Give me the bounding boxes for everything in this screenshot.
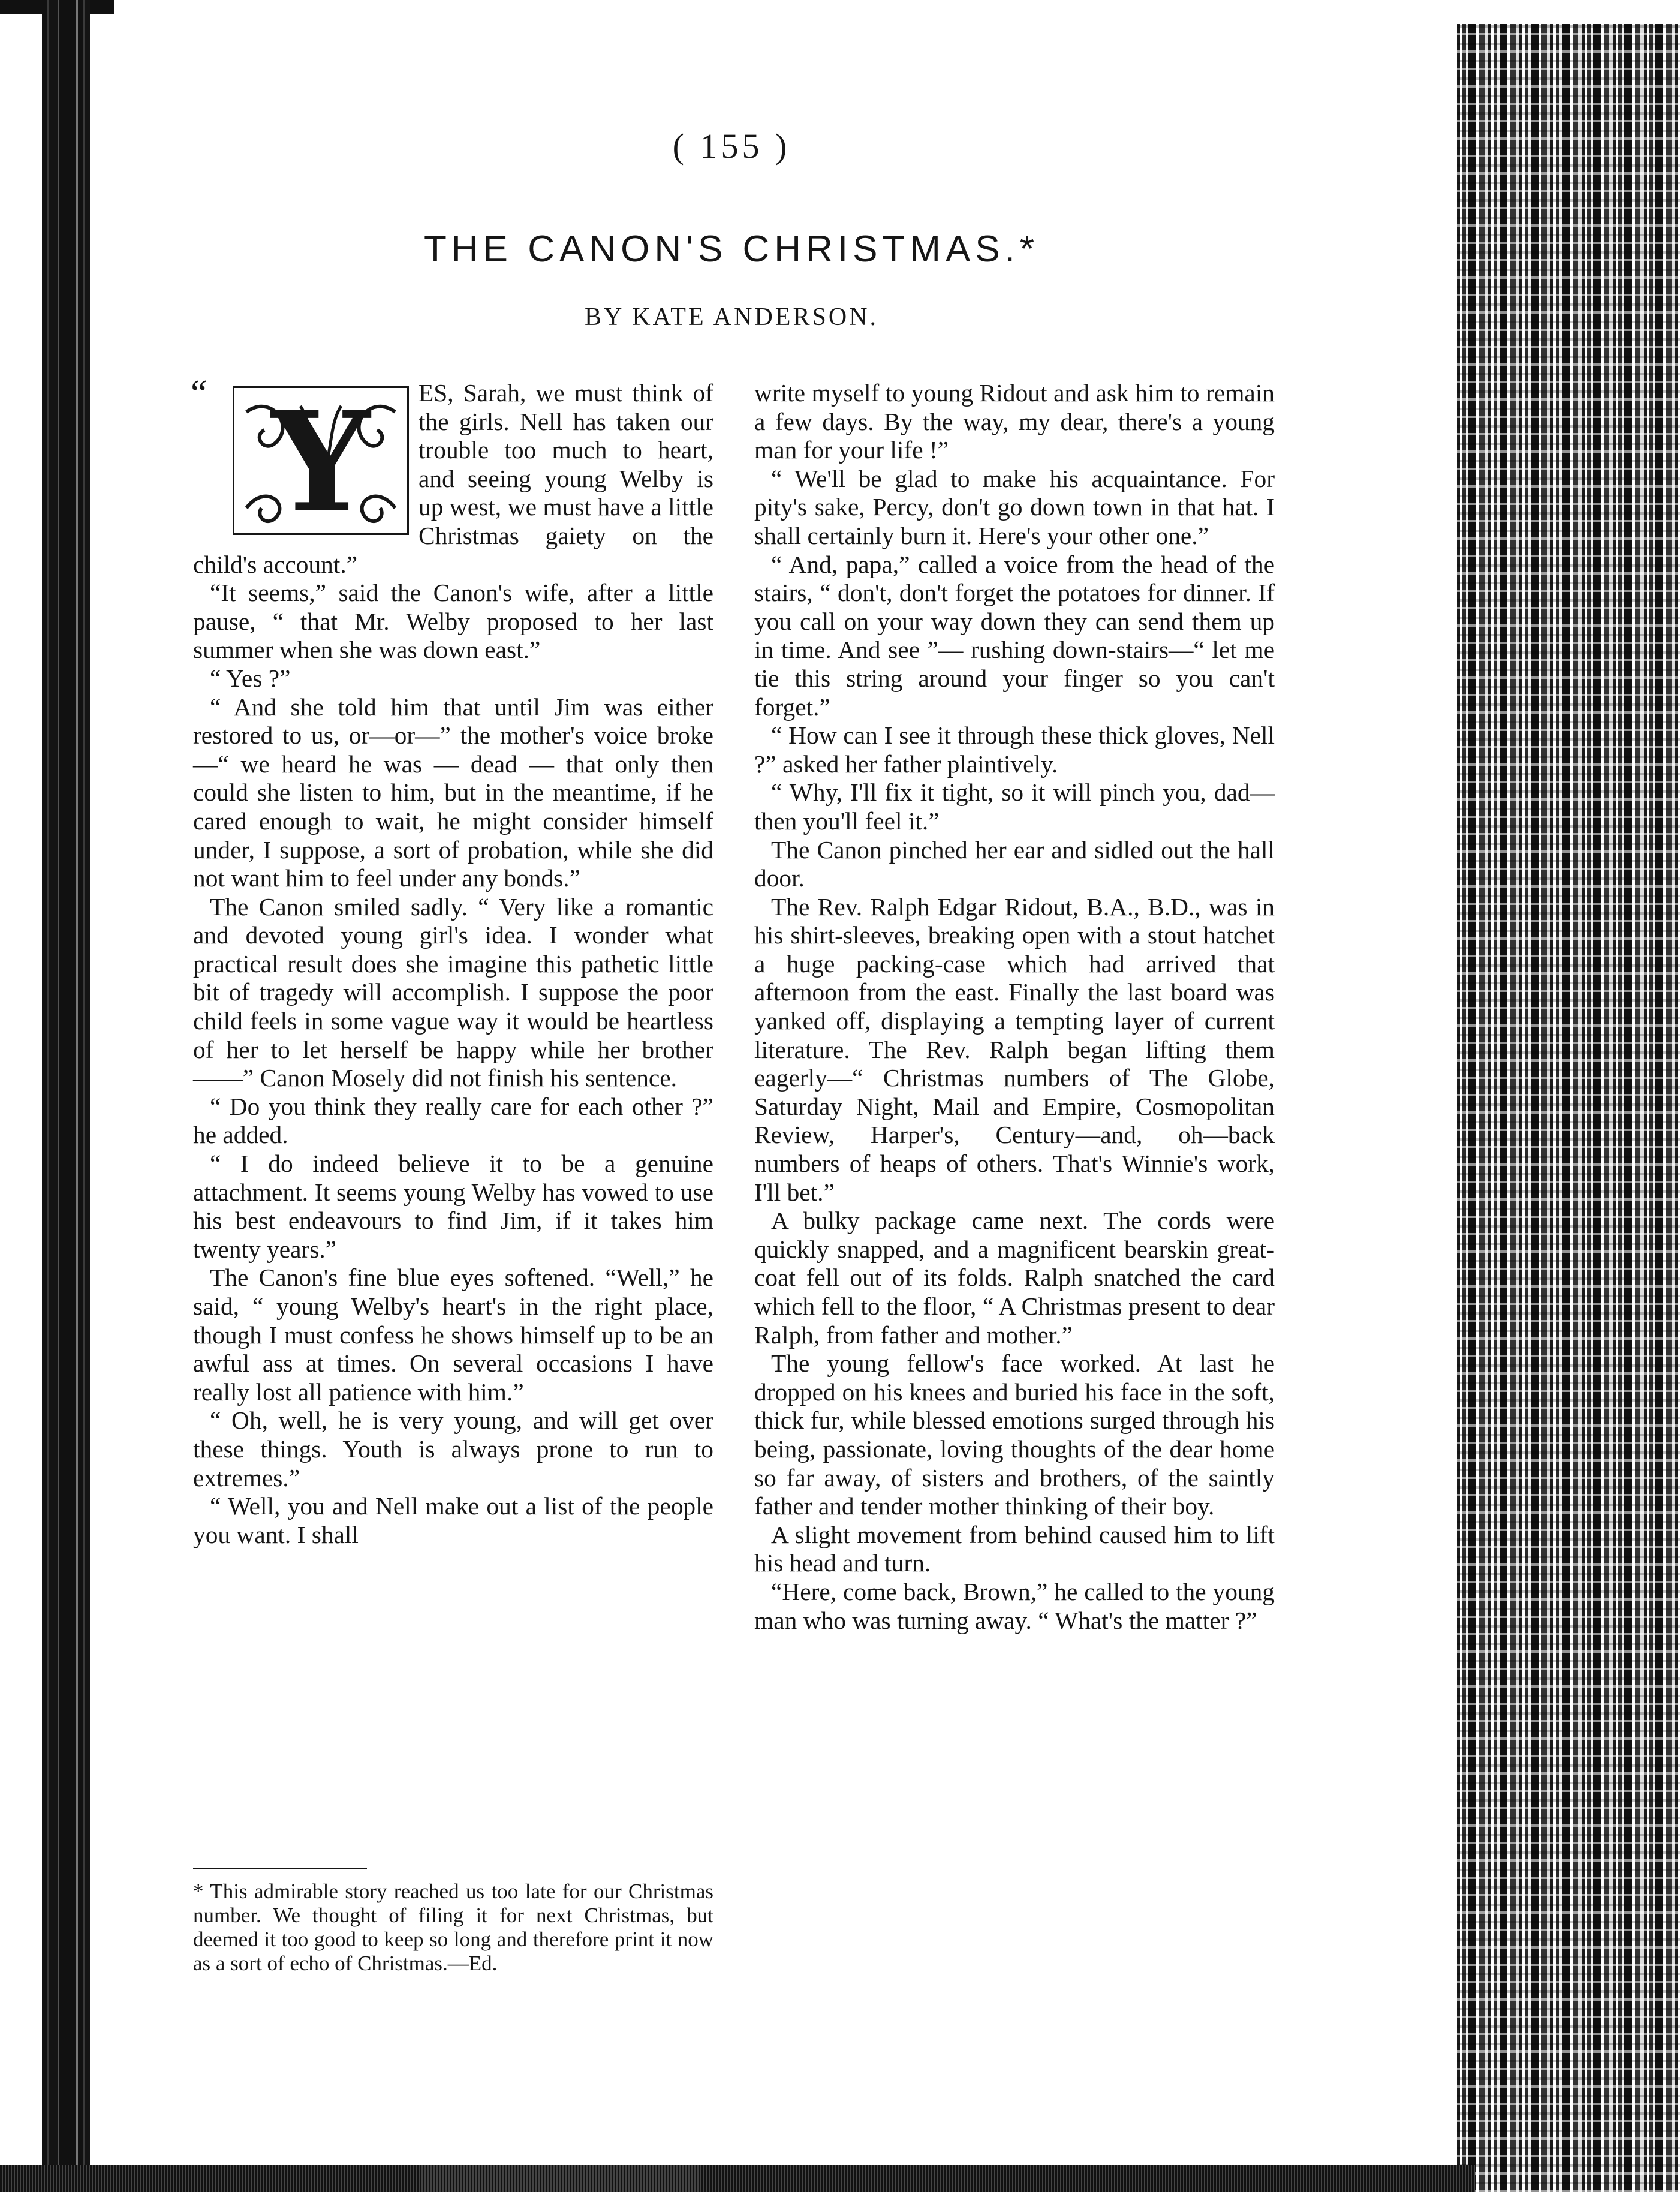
left-paragraph: “It seems,” said the Canon's wife, after a little pause, “ that Mr. Welby proposed to her last summer when she was down east.” [193, 579, 713, 664]
right-paragraph: write myself to young Ridout and ask him to remain a few days. By the way, my dear, there's a young man for your life !” [754, 379, 1275, 464]
article-title: THE CANON'S CHRISTMAS.* [423, 228, 1040, 270]
bottom-page-edge [0, 2165, 1475, 2192]
footnote: * This admirable story reached us too late for our Christmas number. We thought of filing it for next Christmas, but deemed it too good to keep so long and therefore print it now as a sort of echo of Christmas.—Ed. [193, 1880, 713, 1975]
right-paragraph: “ How can I see it through these thick gloves, Nell ?” asked her father plaintively. [754, 721, 1275, 778]
left-paragraph: The Canon smiled sadly. “ Very like a romantic and devoted young girl's idea. I wonder what practical result does she imagine this pathetic little bit of tragedy will accomplish. I suppose the poor child feels in some vague way it would be heartless of her to let herself be happy while her brother——” Canon Mosely did not finish his sentence. [193, 892, 713, 1092]
left-paragraph: “ Oh, well, he is very young, and will get over these things. Youth is always prone to run to extremes.” [193, 1406, 713, 1492]
right-paragraph: A bulky package came next. The cords were quickly snapped, and a magnificent bearskin great-coat fell out of its folds. Ralph snatched the card which fell to the floor, “ A Christmas present to dear Ralph, from father and mother.” [754, 1207, 1275, 1349]
first-paragraph [187, 373, 713, 579]
right-paragraph: “ We'll be glad to make his acquaintance. For pity's sake, Percy, don't go down town in that hat. I shall certainly burn it. Here's your other one.” [754, 464, 1275, 549]
ornamental-drop-cap [187, 373, 414, 540]
page-number: ( 155 ) [672, 127, 791, 166]
drop-cap-letter: Y [271, 386, 371, 535]
page-edge-scan-noise [1457, 24, 1680, 2192]
footnote-divider [193, 1868, 367, 1869]
right-paragraph: The young fellow's face worked. At last he dropped on his knees and buried his face in the soft, thick fur, while blessed emotions surged through his being, passionate, loving thoughts of the dear home so far away, of sisters and brothers, of the saintly father and tender mother thinking of their boy. [754, 1349, 1275, 1520]
drop-cap-open-quote: “ [187, 373, 208, 414]
first-paragraph-text: ES, Sarah, we must think of the girls. Nell has taken our trouble too much to heart, and seeing young Welby is up west, we must have a little Christmas gaiety on the child's account.” [193, 379, 713, 578]
right-paragraph: “Here, come back, Brown,” he called to the young man who was turning away. “ What's the matter ?” [754, 1577, 1275, 1634]
left-column [187, 373, 713, 1549]
left-paragraph: “ Do you think they really care for each other ?” he added. [193, 1092, 713, 1149]
left-paragraph: The Canon's fine blue eyes softened. “Well,” he said, “ young Welby's heart's in the right place, though I must confess he shows himself up to be an awful ass at times. On several occasions I have really lost all patience with him.” [193, 1264, 713, 1406]
left-column-paragraphs [193, 579, 713, 1549]
right-column [754, 379, 1275, 1635]
left-paragraph: “ Yes ?” [210, 664, 291, 692]
article-byline: BY KATE ANDERSON. [585, 303, 878, 331]
right-paragraph: The Rev. Ralph Edgar Ridout, B.A., B.D., was in his shirt-sleeves, breaking open with a stout hatchet a huge packing-case which had arrived that afternoon from the east. Finally the last board was yanked off, displaying a tempting layer of current literature. The Rev. Ralph began lifting them eagerly—“ Christmas numbers of The Globe, Saturday Night, Mail and Empire, Cosmopolitan Review, Harper's, Century—and, oh—back numbers of heaps of others. That's Winnie's work, I'll bet.” [754, 892, 1275, 1206]
left-paragraph: “ Well, you and Nell make out a list of the people you want. I shall [193, 1492, 713, 1548]
right-paragraph: The Canon pinched her ear and sidled out the hall door. [754, 835, 1275, 892]
right-paragraph: “ Why, I'll fix it tight, so it will pinch you, dad—then you'll feel it.” [754, 778, 1275, 835]
right-column-paragraphs [754, 379, 1275, 1635]
left-paragraph: “ I do indeed believe it to be a genuine attachment. It seems young Welby has vowed to use his best endeavours to find Jim, if it takes him twenty years.” [193, 1150, 713, 1263]
drop-cap-frame [233, 386, 409, 535]
left-paragraph: “ And she told him that until Jim was either restored to us, or—or—” the mother's voice broke—“ we heard he was — dead — that only then could she listen to him, but in the meantime, if he cared enough to wait, he might consider himself under, I suppose, a sort of probation, while she did not want him to feel under any bonds.” [193, 693, 713, 892]
right-paragraph: A slight movement from behind caused him to lift his head and turn. [754, 1520, 1275, 1577]
right-paragraph: “ And, papa,” called a voice from the head of the stairs, “ don't, don't forget the potatoes for dinner. If you call on your way down they can send them up in time. And see ”— rushing down-stairs—“ let me tie this string around your finger so you can't forget.” [754, 550, 1275, 721]
